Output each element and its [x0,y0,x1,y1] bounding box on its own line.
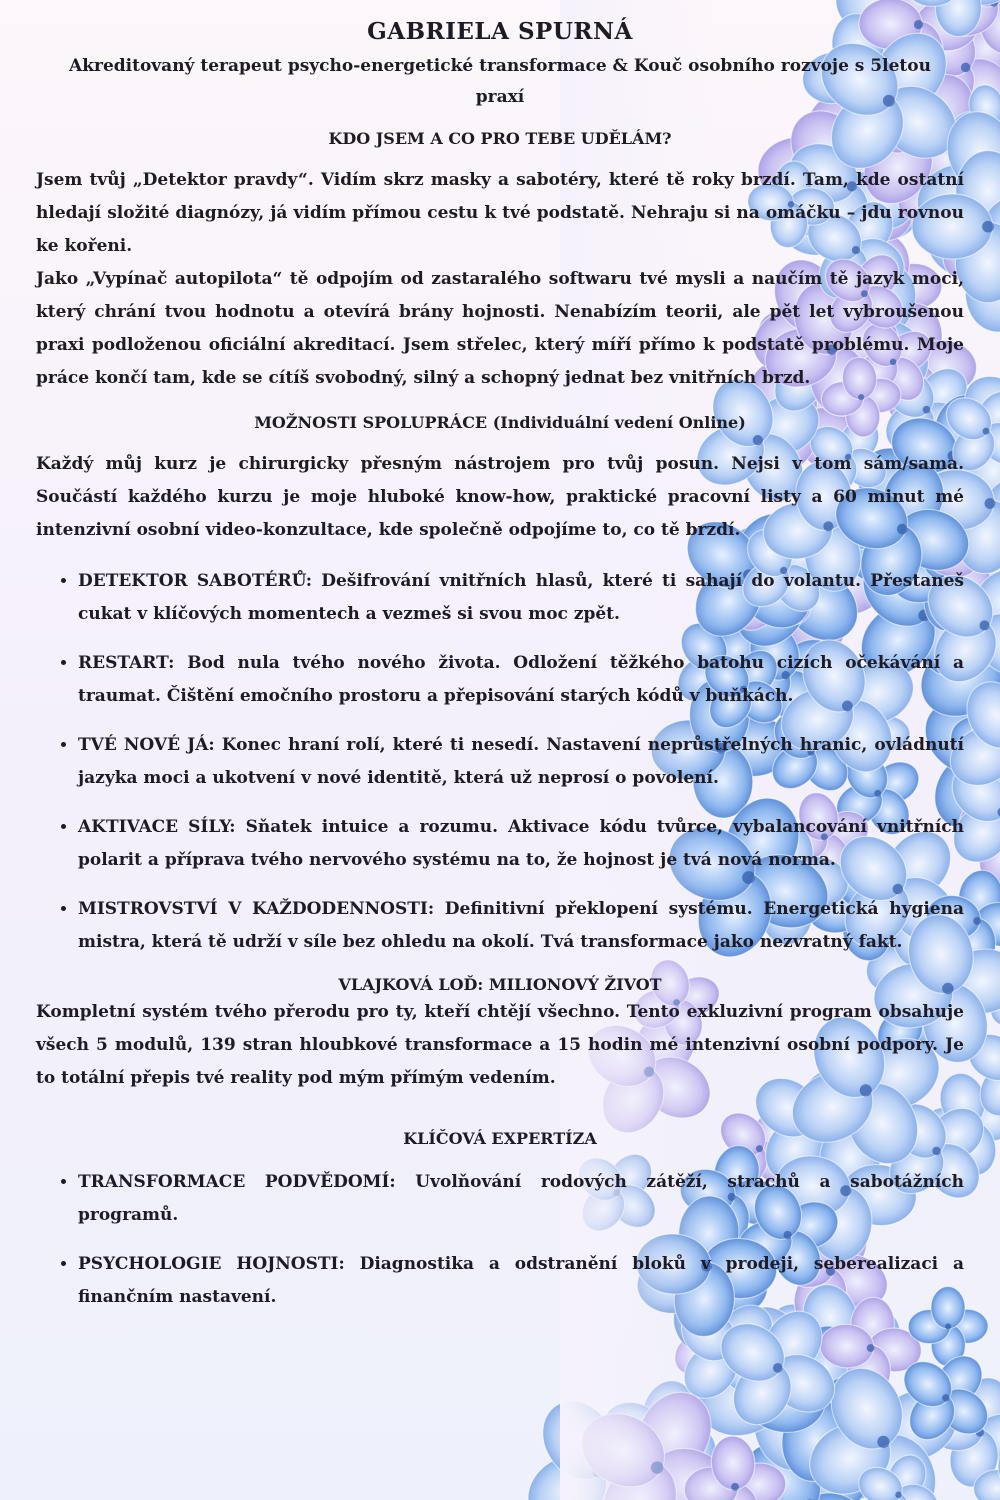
course-item: • MISTROVSTVÍ V KAŽDODENNOSTI: Definitivní překlopení systému. Energetická hygiena mistra, která tě udrží v síle bez ohledu na okolí. Tvá transformace jako nezvratný fakt. [78,893,964,959]
flagship-heading: VLAJKOVÁ LOĎ: MILIONOVÝ ŽIVOT [338,975,662,994]
expertise-item: • TRANSFORMACE PODVĚDOMÍ: Uvolňování rodových zátěží, strachů a sabotážních programů. [78,1166,964,1232]
expertise-list [36,1166,964,1314]
cooperation-heading: MOŽNOSTI SPOLUPRÁCE (Individuální vedení Online) [254,413,746,432]
cooperation-intro: Každý můj kurz je chirurgicky přesným nástrojem pro tvůj posun. Nejsi v tom sám/sama. Součástí každého kurzu je moje hluboké know-how, praktické pracovní listy a 60 minut mé intenzivní osobní video-konzultace, kde společně odpojíme to, co tě brzdí. [36,454,964,540]
expertise-item: • PSYCHOLOGIE HOJNOSTI: Diagnostika a odstranění bloků v prodeji, seberealizaci a finančním nastavení. [78,1248,964,1314]
course-item: • DETEKTOR SABOTÉRŮ: Dešifrování vnitřních hlasů, které ti sahají do volantu. Přestaneš cukat v klíčových momentech a vezmeš si svou moc zpět. [78,565,964,631]
about-paragraph-2: Jako „Vypínač autopilota“ tě odpojím od zastaralého softwaru tvé mysli a naučím tě jazyk moci, který chrání tvou hodnotu a otevírá brány hojnosti. Nenabízím teorii, ale pět let vybroušenou praxi podloženou oficiální akreditací. Jsem střelec, který míří přímo k podstatě problému. Moje práce končí tam, kde se cítíš svobodný, silný a schopný jednat bez vnitřních brzd. [36,269,964,388]
flagship-text: Kompletní systém tvého přerodu pro ty, kteří chtějí všechno. Tento exkluzivní program obsahuje všech 5 modulů, 139 stran hloubkové transformace a 15 hodin mé intenzivní osobní podpory. Je to totální přepis tvé reality pod mým přímým vedením. [36,1002,964,1088]
page-title: GABRIELA SPURNÁ [367,18,633,45]
page-subtitle: Akreditovaný terapeut psycho-energetické transformace & Kouč osobního rozvoje s 5letou praxí [69,56,931,107]
expertise-heading: KLÍČOVÁ EXPERTÍZA [403,1129,597,1148]
course-list [36,565,964,959]
course-item: • AKTIVACE SÍLY: Sňatek intuice a rozumu. Aktivace kódu tvůrce, vybalancování vnitřních polarit a příprava tvého nervového systému na to, že hojnost je tvá nová norma. [78,811,964,877]
about-paragraph-1: Jsem tvůj „Detektor pravdy“. Vidím skrz masky a sabotéry, které tě roky brzdí. Tam, kde ostatní hledají složité diagnózy, já vidím přímou cestu k tvé podstatě. Nehraju si na omáčku – jdu rovnou ke kořeni. [36,170,964,256]
about-heading: KDO JSEM A CO PRO TEBE UDĚLÁM? [328,129,672,148]
course-item: • RESTART: Bod nula tvého nového života. Odložení těžkého batohu cizích očekávání a traumat. Čištění emočního prostoru a přepisování starých kódů v buňkách. [78,647,964,713]
course-item: • TVÉ NOVÉ JÁ: Konec hraní rolí, které ti nesedí. Nastavení neprůstřelných hranic, ovládnutí jazyka moci a ukotvení v nové identitě, která už neprosí o povolení. [78,729,964,795]
